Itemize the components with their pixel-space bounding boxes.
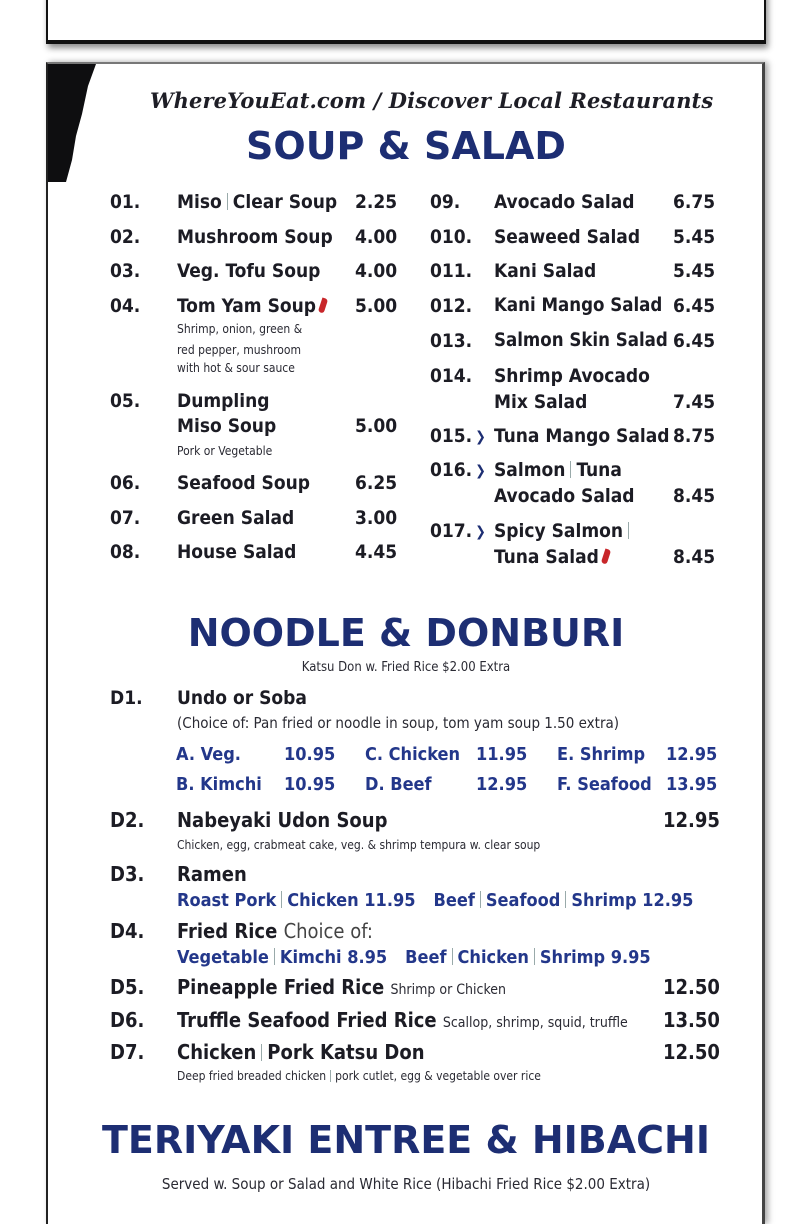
item-price: 5.00 (355, 415, 398, 437)
item-price: 12.50 (663, 975, 720, 999)
item-note: (Choice of: Pan fried or noodle in soup, tom yam soup 1.50 extra) (177, 714, 620, 732)
spicy-arrow-icon: ❯ (475, 463, 486, 479)
option-price: 11.95 (476, 744, 528, 765)
section-subtitle: Katsu Don w. Fried Rice $2.00 Extra (301, 660, 511, 675)
item-price: 6.45 (673, 330, 716, 352)
item-code: D2. (110, 808, 145, 832)
section-title-teriyaki-hibachi: TERIYAKI ENTREE & HIBACHI (102, 1118, 710, 1162)
item-code: 015. ❯ (430, 425, 486, 447)
ramen-options: Roast Pork Chicken 11.95 Beef Seafood Shrimp 12.95 (177, 890, 694, 911)
item-price: 8.45 (673, 546, 716, 568)
item-code: D3. (110, 862, 145, 886)
item-price: 8.45 (673, 485, 716, 507)
item-code: 02. (110, 226, 141, 248)
item-name: Dumpling (177, 390, 270, 412)
item-name: House Salad (177, 541, 297, 563)
option-label: F. Seafood (557, 774, 652, 795)
item-code: D4. (110, 919, 145, 943)
option-price: 13.95 (666, 774, 718, 795)
item-code: 07. (110, 507, 141, 529)
item-name: Spicy Salmon (494, 520, 634, 542)
item-description: with hot & sour sauce (177, 361, 295, 375)
item-name: Miso Clear Soup (177, 191, 338, 213)
item-code: 03. (110, 260, 141, 282)
item-code: 06. (110, 472, 141, 494)
item-name: Chicken Pork Katsu Don (177, 1040, 425, 1064)
item-price: 6.25 (355, 472, 398, 494)
item-name: Salmon Tuna (494, 459, 622, 481)
item-name: Pineapple Fried Rice Shrimp or Chicken (177, 975, 506, 999)
item-code: 014. (430, 365, 473, 387)
section-title-soup-salad: SOUP & SALAD (246, 124, 566, 168)
item-code: D7. (110, 1040, 145, 1064)
section-title-noodle-donburi: NOODLE & DONBURI (187, 611, 625, 655)
item-name: Fried Rice Choice of: (177, 919, 373, 943)
item-description: Pork or Vegetable (177, 444, 273, 458)
item-code: D1. (110, 687, 143, 709)
item-code: 013. (430, 330, 473, 352)
spicy-arrow-icon: ❯ (475, 524, 486, 540)
item-name: Tom Yam Soup (177, 295, 326, 317)
item-price: 8.75 (673, 425, 716, 447)
section-subtitle: Served w. Soup or Salad and White Rice (Hibachi Fried Rice $2.00 Extra) (161, 1175, 651, 1193)
option-label: B. Kimchi (176, 774, 262, 795)
item-code: 04. (110, 295, 141, 317)
item-code: 05. (110, 390, 141, 412)
item-name: Mix Salad (494, 391, 588, 413)
item-name: Undo or Soba (177, 687, 307, 709)
previous-page-card (46, 0, 766, 44)
item-price: 5.45 (673, 260, 716, 282)
item-price: 4.00 (355, 226, 398, 248)
item-code: 010. (430, 226, 473, 248)
item-name: Nabeyaki Udon Soup (177, 808, 388, 832)
item-price: 12.95 (663, 808, 720, 832)
item-price: 13.50 (663, 1008, 720, 1032)
option-price: 12.95 (476, 774, 528, 795)
item-price: 6.45 (673, 295, 716, 317)
option-label: D. Beef (365, 774, 432, 795)
item-description: Deep fried breaded chicken pork cutlet, egg & vegetable over rice (177, 1069, 541, 1083)
item-price: 6.75 (673, 191, 716, 213)
item-name: Shrimp Avocado (494, 365, 650, 387)
item-code: 012. (430, 295, 473, 317)
item-code: 01. (110, 191, 141, 213)
item-name: Salmon Skin Salad (494, 330, 668, 351)
item-name: Tuna Salad (494, 546, 609, 568)
item-name: Tuna Mango Salad (494, 425, 670, 447)
item-price: 4.00 (355, 260, 398, 282)
item-name: Veg. Tofu Soup (177, 260, 321, 282)
item-name: Kani Salad (494, 260, 597, 282)
option-label: E. Shrimp (557, 744, 646, 765)
item-price: 5.00 (355, 295, 398, 317)
watermark-text: WhereYouEat.com / Discover Local Restaurants (150, 88, 714, 113)
spicy-arrow-icon: ❯ (475, 429, 486, 445)
item-name: Miso Soup (177, 415, 277, 437)
item-name: Avocado Salad (494, 485, 635, 507)
item-code: 08. (110, 541, 141, 563)
item-price: 7.45 (673, 391, 716, 413)
item-name: Kani Mango Salad (494, 295, 663, 316)
item-code: 011. (430, 260, 473, 282)
item-name: Truffle Seafood Fried Rice Scallop, shrimp, squid, truffle (177, 1008, 628, 1032)
item-code: D5. (110, 975, 145, 999)
fried-rice-options: Vegetable Kimchi 8.95 Beef Chicken Shrimp 9.95 (177, 947, 651, 968)
item-price: 3.00 (355, 507, 398, 529)
option-price: 12.95 (666, 744, 718, 765)
option-price: 10.95 (284, 744, 336, 765)
option-label: C. Chicken (365, 744, 461, 765)
item-price: 5.45 (673, 226, 716, 248)
item-description: red pepper, mushroom (177, 343, 301, 357)
item-code: 016. ❯ (430, 459, 486, 481)
item-code: 017. ❯ (430, 520, 486, 542)
item-name: Green Salad (177, 507, 295, 529)
item-name: Avocado Salad (494, 191, 635, 213)
item-description: Chicken, egg, crabmeat cake, veg. & shrimp tempura w. clear soup (177, 838, 541, 852)
option-label: A. Veg. (176, 744, 241, 765)
item-name: Seafood Soup (177, 472, 311, 494)
item-name: Seaweed Salad (494, 226, 641, 248)
item-code: 09. (430, 191, 461, 213)
item-code: D6. (110, 1008, 145, 1032)
option-price: 10.95 (284, 774, 336, 795)
item-price: 2.25 (355, 191, 398, 213)
item-description: Shrimp, onion, green & (177, 322, 303, 336)
item-name: Mushroom Soup (177, 226, 333, 248)
item-name: Ramen (177, 862, 247, 886)
item-price: 12.50 (663, 1040, 720, 1064)
item-price: 4.45 (355, 541, 398, 563)
